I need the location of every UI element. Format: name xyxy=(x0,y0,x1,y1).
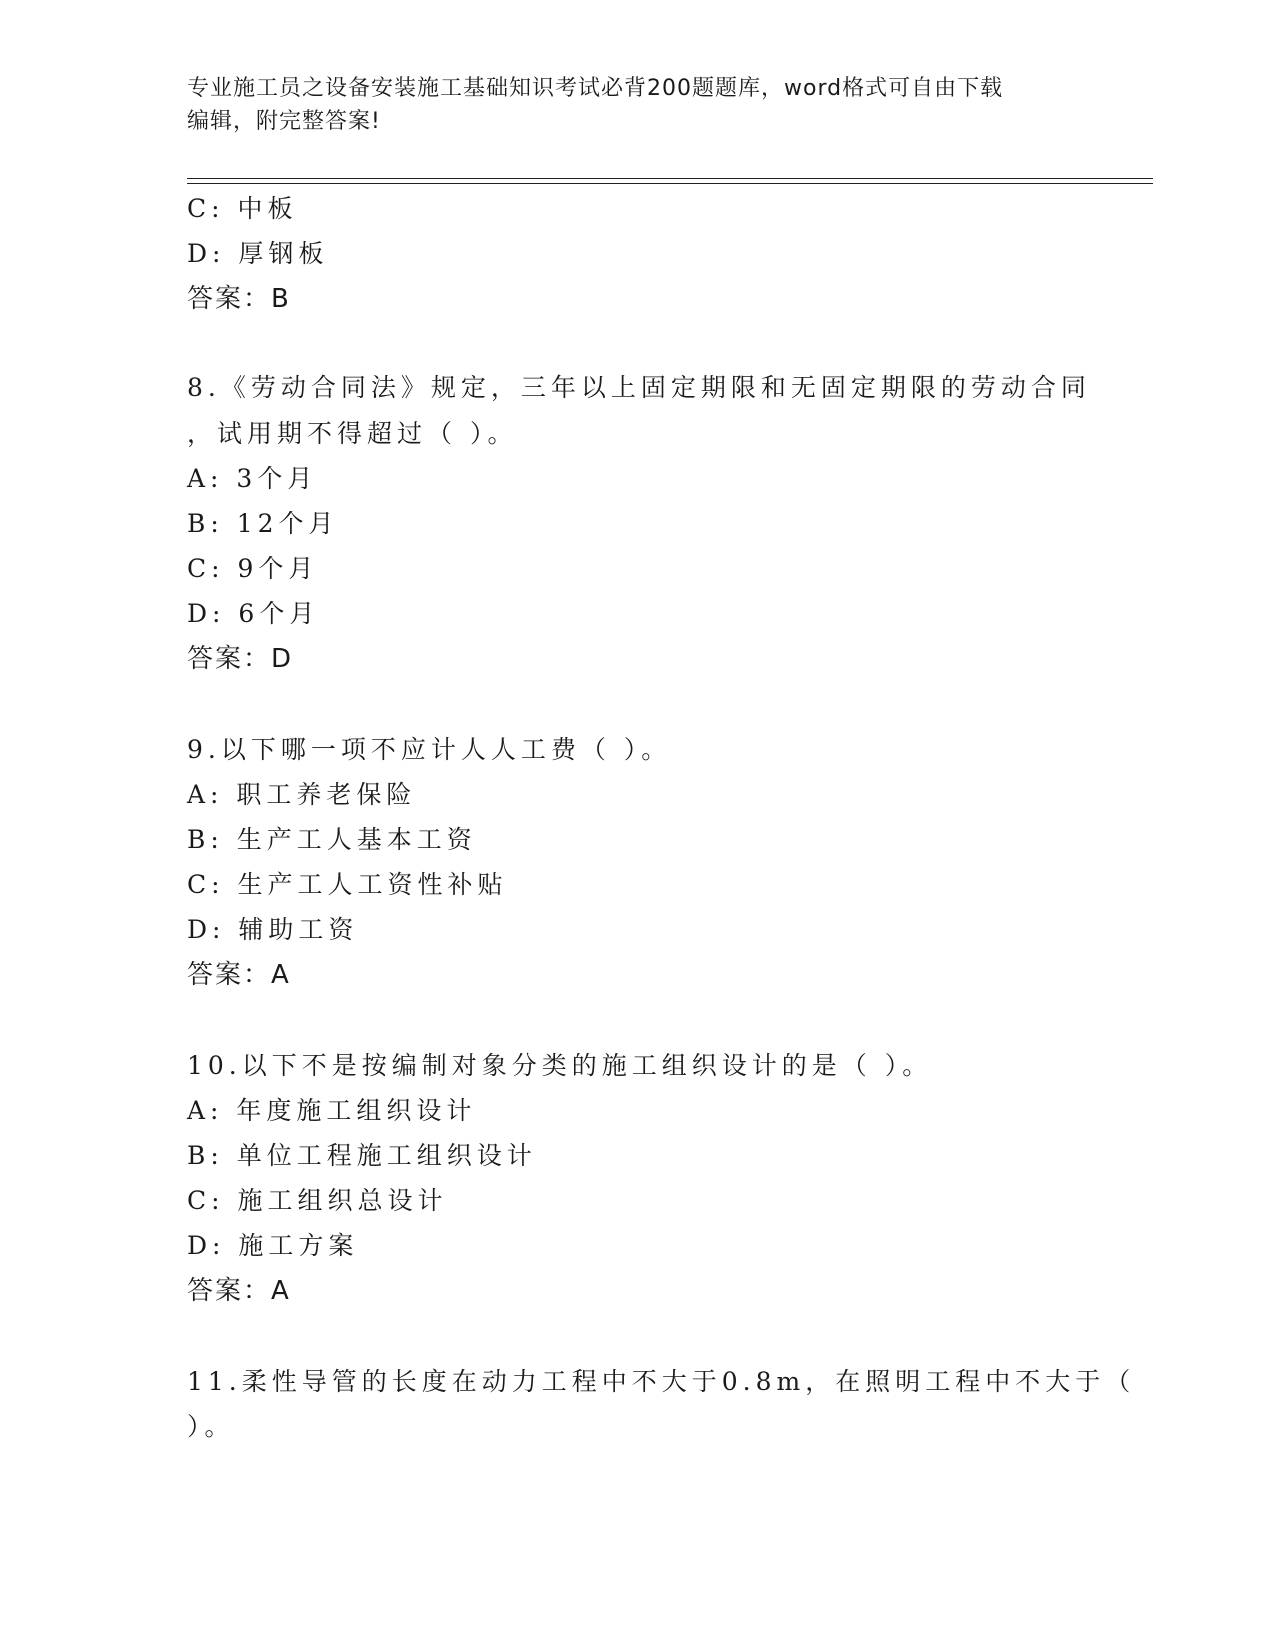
q8-option-a: A: 3个月 xyxy=(187,464,318,493)
q8-stem-line-2: ，试用期不得超过（ ）。 xyxy=(187,419,518,448)
q10-answer: 答案：A xyxy=(187,1276,291,1306)
header-title-line-1: 专业施工员之设备安装施工基础知识考试必背200题题库，word格式可自由下载 xyxy=(187,76,1004,101)
q8-option-d: D: 6个月 xyxy=(187,599,320,628)
q10-option-a: A: 年度施工组织设计 xyxy=(187,1096,477,1125)
q11-stem-line-2: ）。 xyxy=(187,1412,235,1441)
q9-option-c: C: 生产工人工资性补贴 xyxy=(187,870,508,899)
q7-answer: 答案：B xyxy=(187,284,291,314)
page-header xyxy=(187,72,1067,138)
q7-option-d: D: 厚钢板 xyxy=(187,239,329,268)
header-divider-top xyxy=(187,178,1153,179)
q9-option-b: B: 生产工人基本工资 xyxy=(187,825,477,854)
q8-option-b: B: 12个月 xyxy=(187,509,339,538)
q8-answer: 答案：D xyxy=(187,644,294,674)
q10-option-b: B: 单位工程施工组织设计 xyxy=(187,1141,537,1170)
q9-answer: 答案：A xyxy=(187,960,291,990)
q8-stem-line-1: 8.《劳动合同法》规定，三年以上固定期限和无固定期限的劳动合同 xyxy=(187,373,1091,402)
q9-stem-line-1: 9.以下哪一项不应计人人工费（ ）。 xyxy=(187,735,672,764)
q10-option-d: D: 施工方案 xyxy=(187,1231,359,1260)
q10-option-c: C: 施工组织总设计 xyxy=(187,1186,448,1215)
q11-stem-line-1: 11.柔性导管的长度在动力工程中不大于0.8m，在照明工程中不大于（ xyxy=(187,1367,1136,1396)
q9-option-a: A: 职工养老保险 xyxy=(187,780,417,809)
header-divider-bottom xyxy=(187,183,1153,184)
q8-option-c: C: 9个月 xyxy=(187,554,319,583)
header-title-line-2: 编辑，附完整答案! xyxy=(187,109,381,134)
q7-option-c: C: 中板 xyxy=(187,194,298,223)
q10-stem-line-1: 10.以下不是按编制对象分类的施工组织设计的是（ ）。 xyxy=(187,1051,933,1080)
q9-option-d: D: 辅助工资 xyxy=(187,915,359,944)
